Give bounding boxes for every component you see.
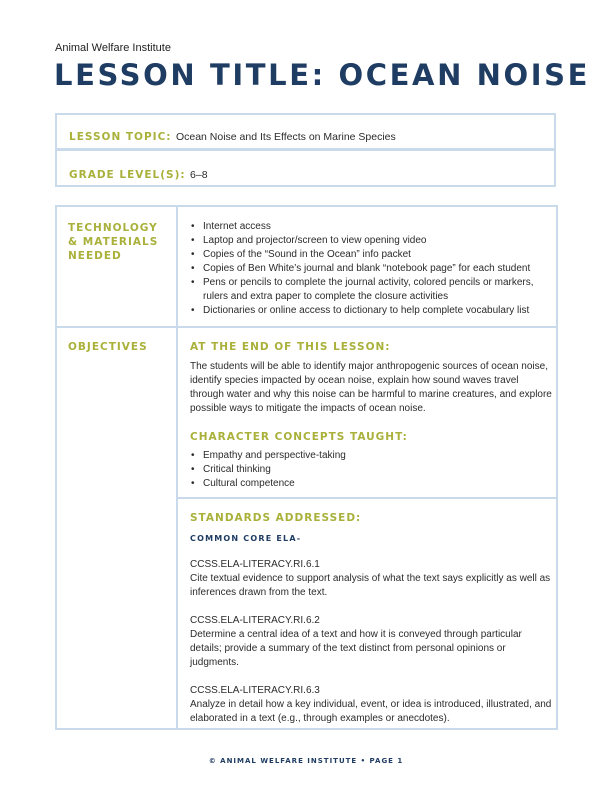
common-core-subheading: COMMON CORE ELA-	[190, 534, 302, 543]
lesson-details-table	[55, 205, 558, 730]
list-item: • Pens or pencils to complete the journal activity, colored pencils or markers, rulers and extra paper to complete the closure activities	[190, 276, 552, 304]
list-item: • Copies of the “Sound in the Ocean” info packet	[190, 248, 552, 262]
lesson-topic-row	[55, 113, 556, 150]
character-concepts-heading: CHARACTER CONCEPTS TAUGHT:	[190, 431, 408, 443]
lesson-topic-label: LESSON TOPIC:	[69, 131, 172, 143]
end-of-lesson-heading: AT THE END OF THIS LESSON:	[190, 341, 391, 353]
standard-code: CCSS.ELA-LITERACY.RI.6.3	[190, 685, 320, 696]
standard-code: CCSS.ELA-LITERACY.RI.6.1	[190, 559, 320, 570]
standard-code: CCSS.ELA-LITERACY.RI.6.2	[190, 615, 320, 626]
column-divider	[176, 207, 178, 728]
materials-label-line: & MATERIALS	[68, 236, 159, 248]
objectives-label: OBJECTIVES	[68, 341, 148, 353]
org-name: Animal Welfare Institute	[55, 42, 171, 54]
page-title: LESSON TITLE: OCEAN NOISE	[54, 58, 591, 92]
standard-item	[190, 558, 552, 600]
list-item: • Critical thinking	[190, 463, 552, 477]
materials-label-line: NEEDED	[68, 250, 122, 262]
list-item: • Empathy and perspective-taking	[190, 449, 552, 463]
standard-item	[190, 684, 552, 726]
grade-level-label: GRADE LEVEL(S):	[69, 169, 186, 181]
standard-text: Cite textual evidence to support analysis of what the text says explicitly as well as inferences drawn from the text.	[190, 573, 551, 598]
standard-item	[190, 614, 552, 670]
list-item: • Internet access	[190, 220, 552, 234]
row-divider	[57, 326, 556, 328]
materials-list	[190, 220, 552, 318]
row-divider	[176, 497, 558, 499]
page-footer: © ANIMAL WELFARE INSTITUTE • PAGE 1	[208, 757, 404, 765]
list-item: • Copies of Ben White’s journal and blank “notebook page” for each student	[190, 262, 552, 276]
standards-heading: STANDARDS ADDRESSED:	[190, 512, 362, 524]
objectives-text: The students will be able to identify major anthropogenic sources of ocean noise, identify species impacted by ocean noise, explain how sound waves travel through water and why this noise can be harmful to marine creatures, and explore possible ways to mitigate the impacts of ocean noise.	[190, 361, 552, 414]
lesson-topic-value: Ocean Noise and Its Effects on Marine Species	[175, 131, 396, 143]
grade-level-row	[55, 149, 556, 187]
list-item: • Dictionaries or online access to dictionary to help complete vocabulary list	[190, 304, 552, 318]
standard-text: Analyze in detail how a key individual, event, or idea is introduced, illustrated, and elaborated in a text (e.g., through examples or anecdotes).	[190, 699, 552, 724]
standards-cell	[190, 511, 552, 726]
standard-text: Determine a central idea of a text and how it is conveyed through particular details; provide a summary of the text distinct from personal opinions or judgments.	[190, 629, 522, 668]
materials-label	[68, 221, 158, 263]
list-item: • Laptop and projector/screen to view opening video	[190, 234, 552, 248]
objectives-cell	[190, 340, 552, 491]
materials-label-line: TECHNOLOGY	[68, 222, 158, 234]
grade-level-value: 6–8	[190, 169, 208, 181]
list-item: • Cultural competence	[190, 477, 552, 491]
